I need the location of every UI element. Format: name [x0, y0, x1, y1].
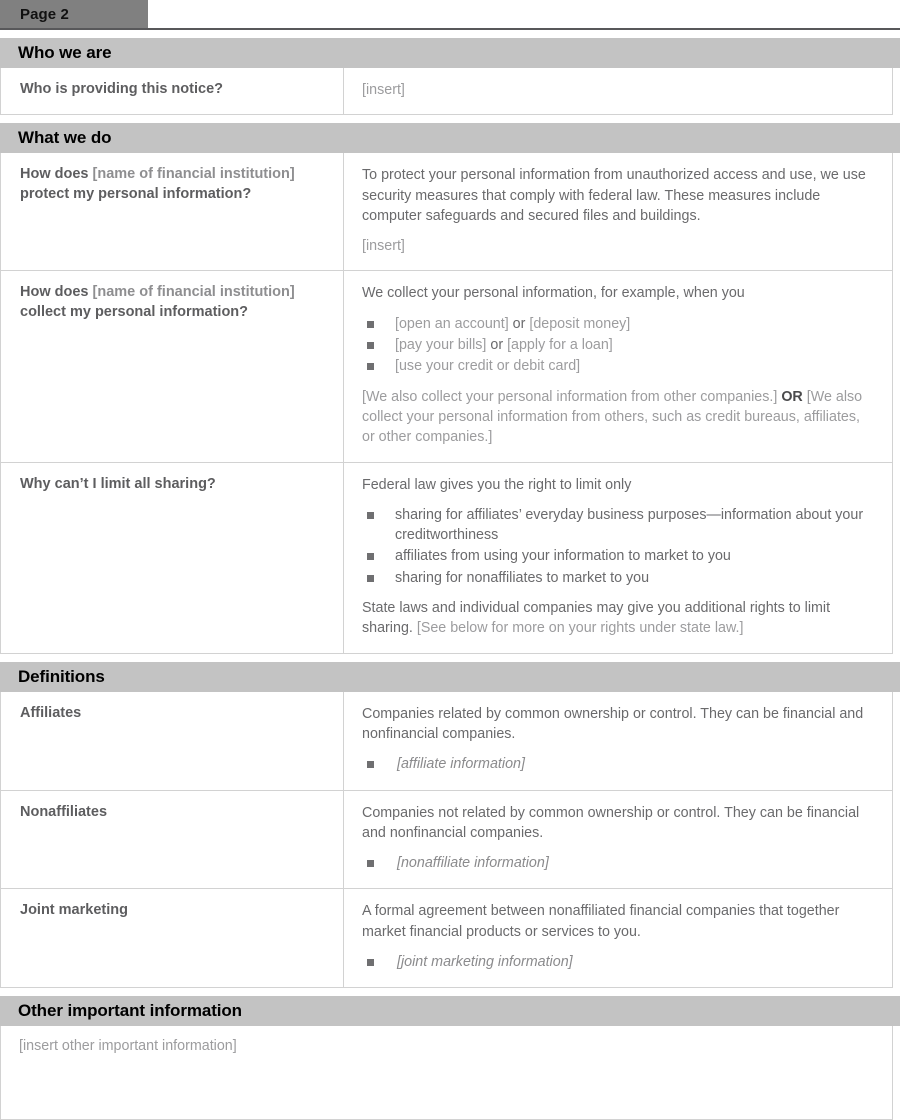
qa-row: [1, 271, 892, 462]
answer-paragraph: A formal agreement between nonaffiliated financial companies that together market financial products or services to you.: [362, 903, 840, 940]
answer-cell: [344, 463, 892, 653]
qa-table: [0, 692, 893, 989]
section-title: What we do: [18, 128, 112, 148]
qa-row: [1, 153, 892, 271]
question-bold-part: Who is providing this notice?: [20, 81, 223, 97]
answer-paragraph: We collect your personal information, for example, when you: [362, 285, 745, 302]
question-cell: [1, 153, 344, 270]
qa-table: [0, 153, 893, 653]
question-cell: [1, 271, 344, 461]
answer-paragraph: [362, 387, 876, 448]
qa-row: [1, 68, 892, 114]
square-bullet-icon: [367, 363, 374, 370]
answer-paragraph: Companies not related by common ownership or control. They can be financial and nonfinancial companies.: [362, 804, 860, 841]
answer-paragraph: [insert]: [362, 238, 405, 255]
list-item-label: sharing for nonaffiliates to market to you: [395, 569, 650, 586]
other-important-information-box: [0, 1026, 893, 1120]
question-text: [20, 803, 329, 822]
list-item: [362, 314, 876, 334]
document-sections: [0, 38, 900, 988]
text-run: [See below for more on your rights under state law.]: [416, 620, 744, 637]
section-header-other-important-information: [0, 996, 900, 1026]
answer-list: [362, 853, 876, 873]
question-text: [20, 283, 329, 322]
section-header-what-we-do: [0, 123, 900, 153]
list-item: [362, 335, 876, 355]
text-run: OR: [781, 388, 803, 405]
section-header-definitions: [0, 662, 900, 692]
other-important-information-text: [insert other important information]: [19, 1038, 237, 1055]
qa-row: [1, 463, 892, 653]
text-run: State laws and individual companies may give you additional rights to limit sharing.: [362, 600, 831, 637]
page-number-label: Page 2: [20, 5, 69, 23]
question-bold-part: Joint marketing: [20, 902, 128, 919]
answer-cell: [344, 271, 892, 461]
question-cell: [1, 889, 344, 987]
list-item: [362, 754, 876, 774]
answer-cell: [344, 692, 892, 790]
question-text: [20, 704, 329, 723]
text-run: [We also collect your personal information from others, such as credit bureaus, affiliates, or other companies.]: [362, 388, 863, 446]
question-cell: [1, 68, 344, 114]
list-item: [362, 356, 876, 376]
answer-list: [362, 314, 876, 377]
square-bullet-icon: [367, 575, 374, 582]
list-item: [362, 568, 876, 588]
question-placeholder-part: [name of financial institution]: [92, 166, 295, 183]
qa-table: [0, 68, 893, 115]
list-item-label: [affiliate information]: [397, 756, 525, 773]
question-bold-part: How does: [20, 284, 93, 301]
answer-cell: [344, 889, 892, 987]
square-bullet-icon: [367, 512, 374, 519]
answer-paragraph: Federal law gives you the right to limit only: [362, 476, 632, 493]
question-cell: [1, 463, 344, 653]
section-title: Other important information: [18, 1001, 242, 1021]
square-bullet-icon: [367, 959, 374, 966]
square-bullet-icon: [367, 321, 374, 328]
list-item: [362, 952, 876, 972]
question-cell: [1, 692, 344, 790]
section-header-who-we-are: [0, 38, 900, 68]
answer-cell: [344, 68, 892, 114]
question-bold-part: Nonaffiliates: [20, 803, 108, 820]
page-number-tab: [0, 0, 148, 28]
text-run: [use your credit or debit card]: [395, 358, 581, 375]
square-bullet-icon: [367, 761, 374, 768]
text-run: [deposit money]: [529, 315, 631, 332]
list-item-label: [nonaffiliate information]: [397, 855, 549, 872]
qa-row: [1, 791, 892, 890]
question-bold-part: How does: [20, 166, 93, 183]
answer-list: [362, 952, 876, 972]
question-cell: [1, 791, 344, 889]
answer-list: [362, 505, 876, 588]
answer-cell: [344, 791, 892, 889]
answer-paragraph: [362, 598, 876, 639]
answer-paragraph: To protect your personal information from unauthorized access and use, we use security measures that comply with federal law. These measures include computer safeguards and secured files and buildings.: [362, 167, 866, 224]
page-tab-bar: [0, 0, 900, 30]
qa-row: [1, 889, 892, 987]
list-item: [362, 853, 876, 873]
section-title: Who we are: [18, 43, 112, 62]
answer-cell: [344, 153, 892, 270]
answer-paragraph: Companies related by common ownership or control. They can be financial and nonfinancial companies.: [362, 705, 864, 742]
section-title: Definitions: [18, 666, 105, 686]
square-bullet-icon: [367, 860, 374, 867]
text-run: [open an account]: [395, 315, 509, 332]
question-bold-part-2: protect my personal information?: [20, 185, 252, 202]
list-item-label: affiliates from using your information to market to you: [395, 548, 731, 565]
question-text: [20, 475, 329, 494]
question-bold-part: Affiliates: [20, 704, 82, 721]
square-bullet-icon: [367, 342, 374, 349]
list-item-label: sharing for affiliates’ everyday business purposes—information about your creditworthiness: [395, 506, 864, 544]
square-bullet-icon: [367, 553, 374, 560]
text-run: [apply for a loan]: [507, 337, 613, 354]
question-text: [20, 80, 329, 99]
question-bold-part: Why can’t I limit all sharing?: [20, 475, 216, 492]
question-text: [20, 165, 329, 204]
answer-list: [362, 754, 876, 774]
answer-paragraph: [insert]: [362, 82, 405, 98]
text-run: or: [486, 337, 508, 354]
qa-row: [1, 692, 892, 791]
question-text: [20, 901, 329, 920]
question-bold-part-2: collect my personal information?: [20, 303, 249, 320]
text-run: [We also collect your personal information from other companies.]: [362, 388, 782, 405]
text-run: or: [508, 315, 530, 332]
list-item: [362, 546, 876, 566]
text-run: [pay your bills]: [395, 337, 487, 354]
question-placeholder-part: [name of financial institution]: [92, 284, 295, 301]
list-item: [362, 505, 876, 546]
list-item-label: [joint marketing information]: [397, 954, 573, 971]
